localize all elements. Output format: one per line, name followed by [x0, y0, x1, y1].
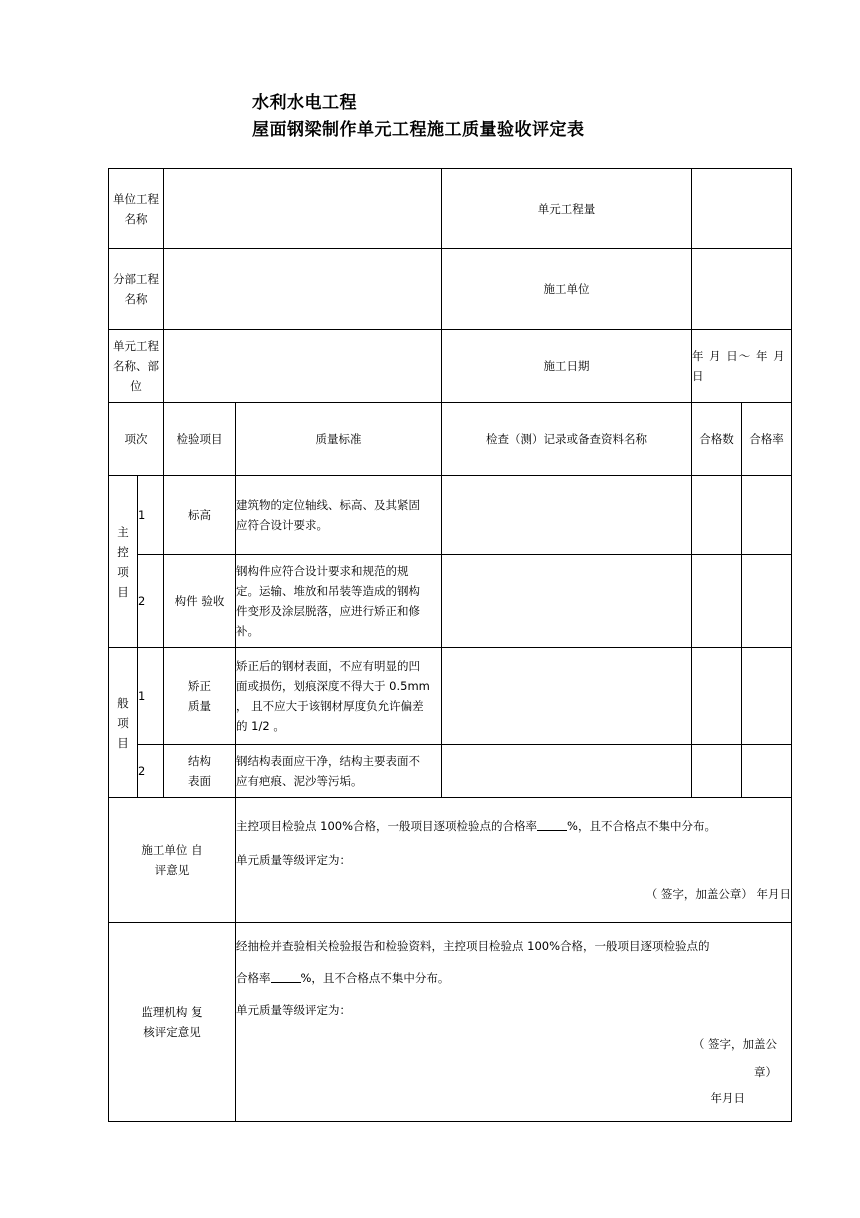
standard-line: 件变形及涂层脱落，应进行矫正和修: [236, 604, 420, 618]
signature-date: 年月日: [710, 1091, 745, 1105]
row-number: 2: [138, 745, 164, 798]
header-inspection-item: 检验项目: [164, 403, 236, 476]
standard-line: 应符合设计要求。: [236, 518, 328, 532]
label-supervision-opinion: [109, 923, 236, 1122]
header-inspection-record: 检查（测）记录或备查资料名称: [442, 403, 692, 476]
inspection-record-input[interactable]: [442, 745, 692, 798]
supervision-text-a: 合格率: [236, 971, 271, 985]
rate-blank-field[interactable]: [271, 969, 301, 983]
value-division-project-name[interactable]: [164, 249, 442, 330]
item-line: 矫正: [188, 679, 211, 693]
group-label-general: [109, 648, 138, 798]
info-row-unit-project: [109, 169, 792, 249]
inspection-item-name: [164, 648, 236, 745]
group-char: 项: [117, 564, 129, 579]
supervision-line-2: [236, 968, 791, 988]
label-construction-unit: 施工单位: [442, 249, 692, 330]
header-quality-standard: 质量标准: [236, 403, 442, 476]
label-unit-project-quantity: 单元工程量: [442, 169, 692, 249]
qualified-rate-input[interactable]: [742, 745, 792, 798]
qualified-count-input[interactable]: [692, 648, 742, 745]
quality-standard-text: [236, 745, 442, 798]
table-row: [109, 745, 792, 798]
label-unit-project-name: 单位工程名称: [109, 169, 164, 249]
supervision-opinion-body[interactable]: [236, 923, 792, 1122]
header-qualified-count: 合格数: [692, 403, 742, 476]
item-line: 表面: [188, 774, 211, 788]
header-seq: 项次: [109, 403, 164, 476]
info-row-division-project: [109, 249, 792, 330]
opinion-text-a: 主控项目检验点 100%合格，一般项目逐项检验点的合格率: [236, 819, 538, 833]
qualified-count-input[interactable]: [692, 476, 742, 555]
inspection-item-name: [164, 745, 236, 798]
construction-unit-opinion-body[interactable]: [236, 798, 792, 923]
label-unit-project-name-position: 单元工程名称、部位: [109, 330, 164, 403]
qualified-count-input[interactable]: [692, 745, 742, 798]
quality-standard-text: [236, 476, 442, 555]
signature-note-line-2: 章）: [754, 1065, 777, 1079]
standard-line: 钢构件应符合设计要求和规范的规: [236, 564, 409, 578]
label-line: 评意见: [154, 863, 190, 877]
standard-line: 矫正后的钢材表面，不应有明显的凹: [236, 659, 420, 673]
inspection-record-input[interactable]: [442, 555, 692, 648]
group-label-main-control: [109, 476, 138, 648]
label-line: 核评定意见: [143, 1025, 201, 1039]
table-row: [109, 476, 792, 555]
rate-blank-field[interactable]: [537, 817, 567, 831]
table-header-row: [109, 403, 792, 476]
value-unit-project-name-position[interactable]: [164, 330, 442, 403]
qualified-rate-input[interactable]: [742, 555, 792, 648]
opinion-line-1: [236, 816, 791, 836]
supervision-text-b: %，且不合格点不集中分布。: [300, 971, 450, 985]
qualified-rate-input[interactable]: [742, 648, 792, 745]
supervision-line-1: 经抽检并查验相关检验报告和检验资料，主控项目检验点 100%合格，一般项目逐项检验点的: [236, 939, 710, 953]
label-construction-unit-opinion: [109, 798, 236, 923]
document-title: [252, 90, 812, 144]
value-unit-project-name[interactable]: [164, 169, 442, 249]
qualified-count-input[interactable]: [692, 555, 742, 648]
label-construction-date: 施工日期: [442, 330, 692, 403]
standard-line: 补。: [236, 624, 259, 638]
inspection-record-input[interactable]: [442, 648, 692, 745]
label-division-project-name: 分部工程名称: [109, 249, 164, 330]
value-construction-date[interactable]: 年 月 日～ 年 月 日: [692, 330, 792, 403]
group-char: 般: [117, 695, 129, 710]
group-char: 项: [117, 715, 129, 730]
standard-line: 钢结构表面应干净，结构主要表面不: [236, 754, 420, 768]
standard-line: 定。运输、堆放和吊装等造成的钢构: [236, 584, 420, 598]
quality-acceptance-form-table: [108, 168, 792, 1122]
standard-line: 应有疤痕、泥沙等污垢。: [236, 774, 363, 788]
table-row: [109, 648, 792, 745]
supervision-line-3: 单元质量等级评定为：: [236, 1003, 351, 1017]
group-char: 主: [117, 524, 129, 539]
standard-line: 面或损伤，划痕深度不得大于 0.5mm: [236, 679, 430, 693]
title-line-1: 水利水电工程: [252, 93, 357, 113]
value-construction-unit[interactable]: [692, 249, 792, 330]
group-char: 控: [117, 544, 129, 559]
opinion-text-b: %，且不合格点不集中分布。: [567, 819, 716, 833]
title-line-2: 屋面钢梁制作单元工程施工质量验收评定表: [252, 120, 585, 140]
quality-standard-text: [236, 555, 442, 648]
inspection-item-name: 构件 验收: [164, 555, 236, 648]
row-number: 1: [138, 476, 164, 555]
label-line: 施工单位 自: [141, 843, 203, 857]
standard-line: ， 且不应大于该钢材厚度负允许偏差: [236, 699, 424, 713]
info-row-unit-name-position: [109, 330, 792, 403]
quality-standard-text: [236, 648, 442, 745]
item-line: 结构: [188, 754, 211, 768]
qualified-rate-input[interactable]: [742, 476, 792, 555]
table-row: [109, 555, 792, 648]
item-line: 质量: [188, 699, 211, 713]
standard-line: 的 1/2 。: [236, 719, 285, 733]
standard-line: 建筑物的定位轴线、标高、及其紧固: [236, 498, 420, 512]
group-char: 目: [117, 735, 129, 750]
value-unit-project-quantity[interactable]: [692, 169, 792, 249]
supervision-opinion-row: [109, 923, 792, 1122]
inspection-item-name: 标高: [164, 476, 236, 555]
signature-note-line-1: （ 签字，加盖公: [692, 1037, 777, 1051]
construction-unit-opinion-row: [109, 798, 792, 923]
opinion-line-2: 单元质量等级评定为：: [236, 853, 351, 867]
header-qualified-rate: 合格率: [742, 403, 792, 476]
row-number: 2: [138, 555, 164, 648]
row-number: 1: [138, 648, 164, 745]
group-char: 目: [117, 584, 129, 599]
inspection-record-input[interactable]: [442, 476, 692, 555]
label-line: 监理机构 复: [141, 1005, 203, 1019]
signature-note: （ 签字，加盖公章） 年月日: [645, 887, 791, 901]
